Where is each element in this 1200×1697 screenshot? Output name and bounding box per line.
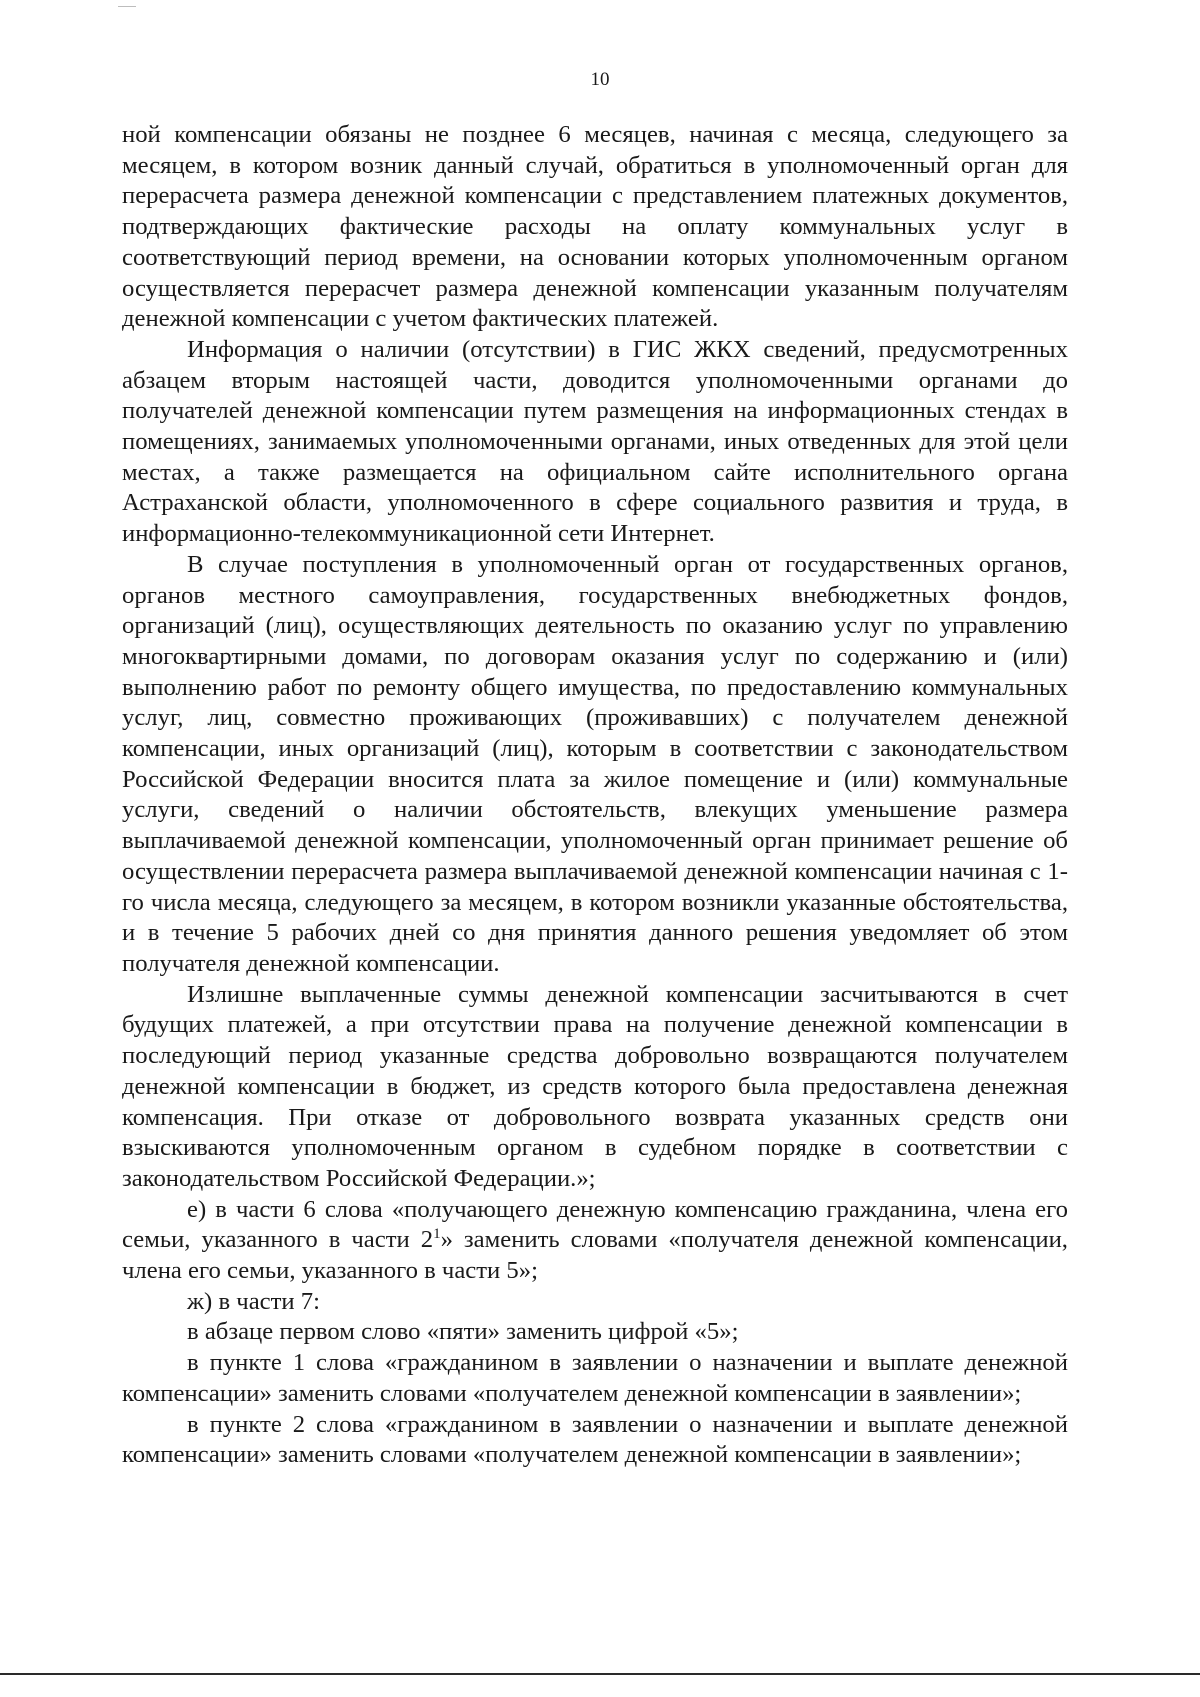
paragraph-continuation: ной компенсации обязаны не позднее 6 месяцев, начиная с месяца, следующего за месяцем, в котором возник данный случай, обратиться в уполномоченный орган для перерасчета размера денежной компенсации с представлением платежных документов, подтверждающих фактические расходы на оплату коммунальных услуг в соответствующий период времени, на основании которых уполномоченным органом осуществляется перерасчет размера денежной компенсации указанным получателям денежной компенсации с учетом фактических платежей.: [122, 121, 1068, 333]
paragraph-point-1: в пункте 1 слова «гражданином в заявлении о назначении и выплате денежной компенсации» заменить словами «получателем денежной компенсации в заявлении»;: [122, 1349, 1068, 1407]
item-e-text-after: » заменить словами «получателя денежной компенсации, члена его семьи, указанного в части 5»;: [122, 1226, 1068, 1285]
page-number: 10: [590, 69, 610, 90]
paragraph-gis-information: Информация о наличии (отсутствии) в ГИС ЖКХ сведений, предусмотренных абзацем вторым настоящей части, доводится уполномоченными органами до получателей денежной компенсации путем размещения на информационных стендах в помещениях, занимаемых уполномоченными органами, иных отведенных для этой цели местах, а также размещается на официальном сайте исполнительного органа Астраханской области, уполномоченного в сфере социального развития и труда, в информационно-телекоммуникационной сети Интернет.: [122, 335, 1068, 548]
paragraph-item-zh: ж) в части 7:: [187, 1287, 320, 1315]
item-e-superscript: 1: [433, 1226, 441, 1243]
bottom-scan-border: [0, 1673, 1200, 1675]
document-body: [122, 120, 1068, 1471]
item-e-text-before: е) в части 6 слова «получающего денежную компенсацию гражданина, члена его семьи, указанного в части 2: [122, 1195, 1068, 1254]
paragraph-overpaid-sums: Излишне выплаченные суммы денежной компенсации засчитываются в счет будущих платежей, а при отсутствии права на получение денежной компенсации в последующий период указанные средства добровольно возвращаются получателем денежной компенсации в бюджет, из средств которого была предоставлена денежная компенсация. При отказе от добровольного возврата указанных средств они взыскиваются уполномоченным органом в судебном порядке в соответствии с законодательством Российской Федерации.»;: [122, 980, 1068, 1192]
scan-artifact-mark: [118, 6, 136, 7]
paragraph-item-e: [122, 1195, 1068, 1287]
paragraph-point-2: в пункте 2 слова «гражданином в заявлении о назначении и выплате денежной компенсации» заменить словами «получателем денежной компенсации в заявлении»;: [122, 1410, 1068, 1469]
paragraph-recalculation: В случае поступления в уполномоченный орган от государственных органов, органов местного самоуправления, государственных внебюджетных фондов, организаций (лиц), осуществляющих деятельность по оказанию услуг по управлению многоквартирными домами, по договорам оказания услуг по содержанию и (или) выполнению работ по ремонту общего имущества, по предоставлению коммунальных услуг, лиц, совместно проживающих (проживавших) с получателем денежной компенсации, иных организаций (лиц), которым в соответствии с законодательством Российской Федерации вносится плата за жилое помещение и (или) коммунальные услуги, сведений о наличии обстоятельств, влекущих уменьшение размера выплачиваемой денежной компенсации, уполномоченный орган принимает решение об осуществлении перерасчета размера выплачиваемой денежной компенсации начиная с 1-го числа месяца, следующего за месяцем, в котором возникли указанные обстоятельства, и в течение 5 рабочих дней со дня принятия данного решения уведомляет об этом получателя денежной компенсации.: [122, 550, 1068, 977]
paragraph-first-abzac: в абзаце первом слово «пяти» заменить цифрой «5»;: [187, 1318, 739, 1346]
